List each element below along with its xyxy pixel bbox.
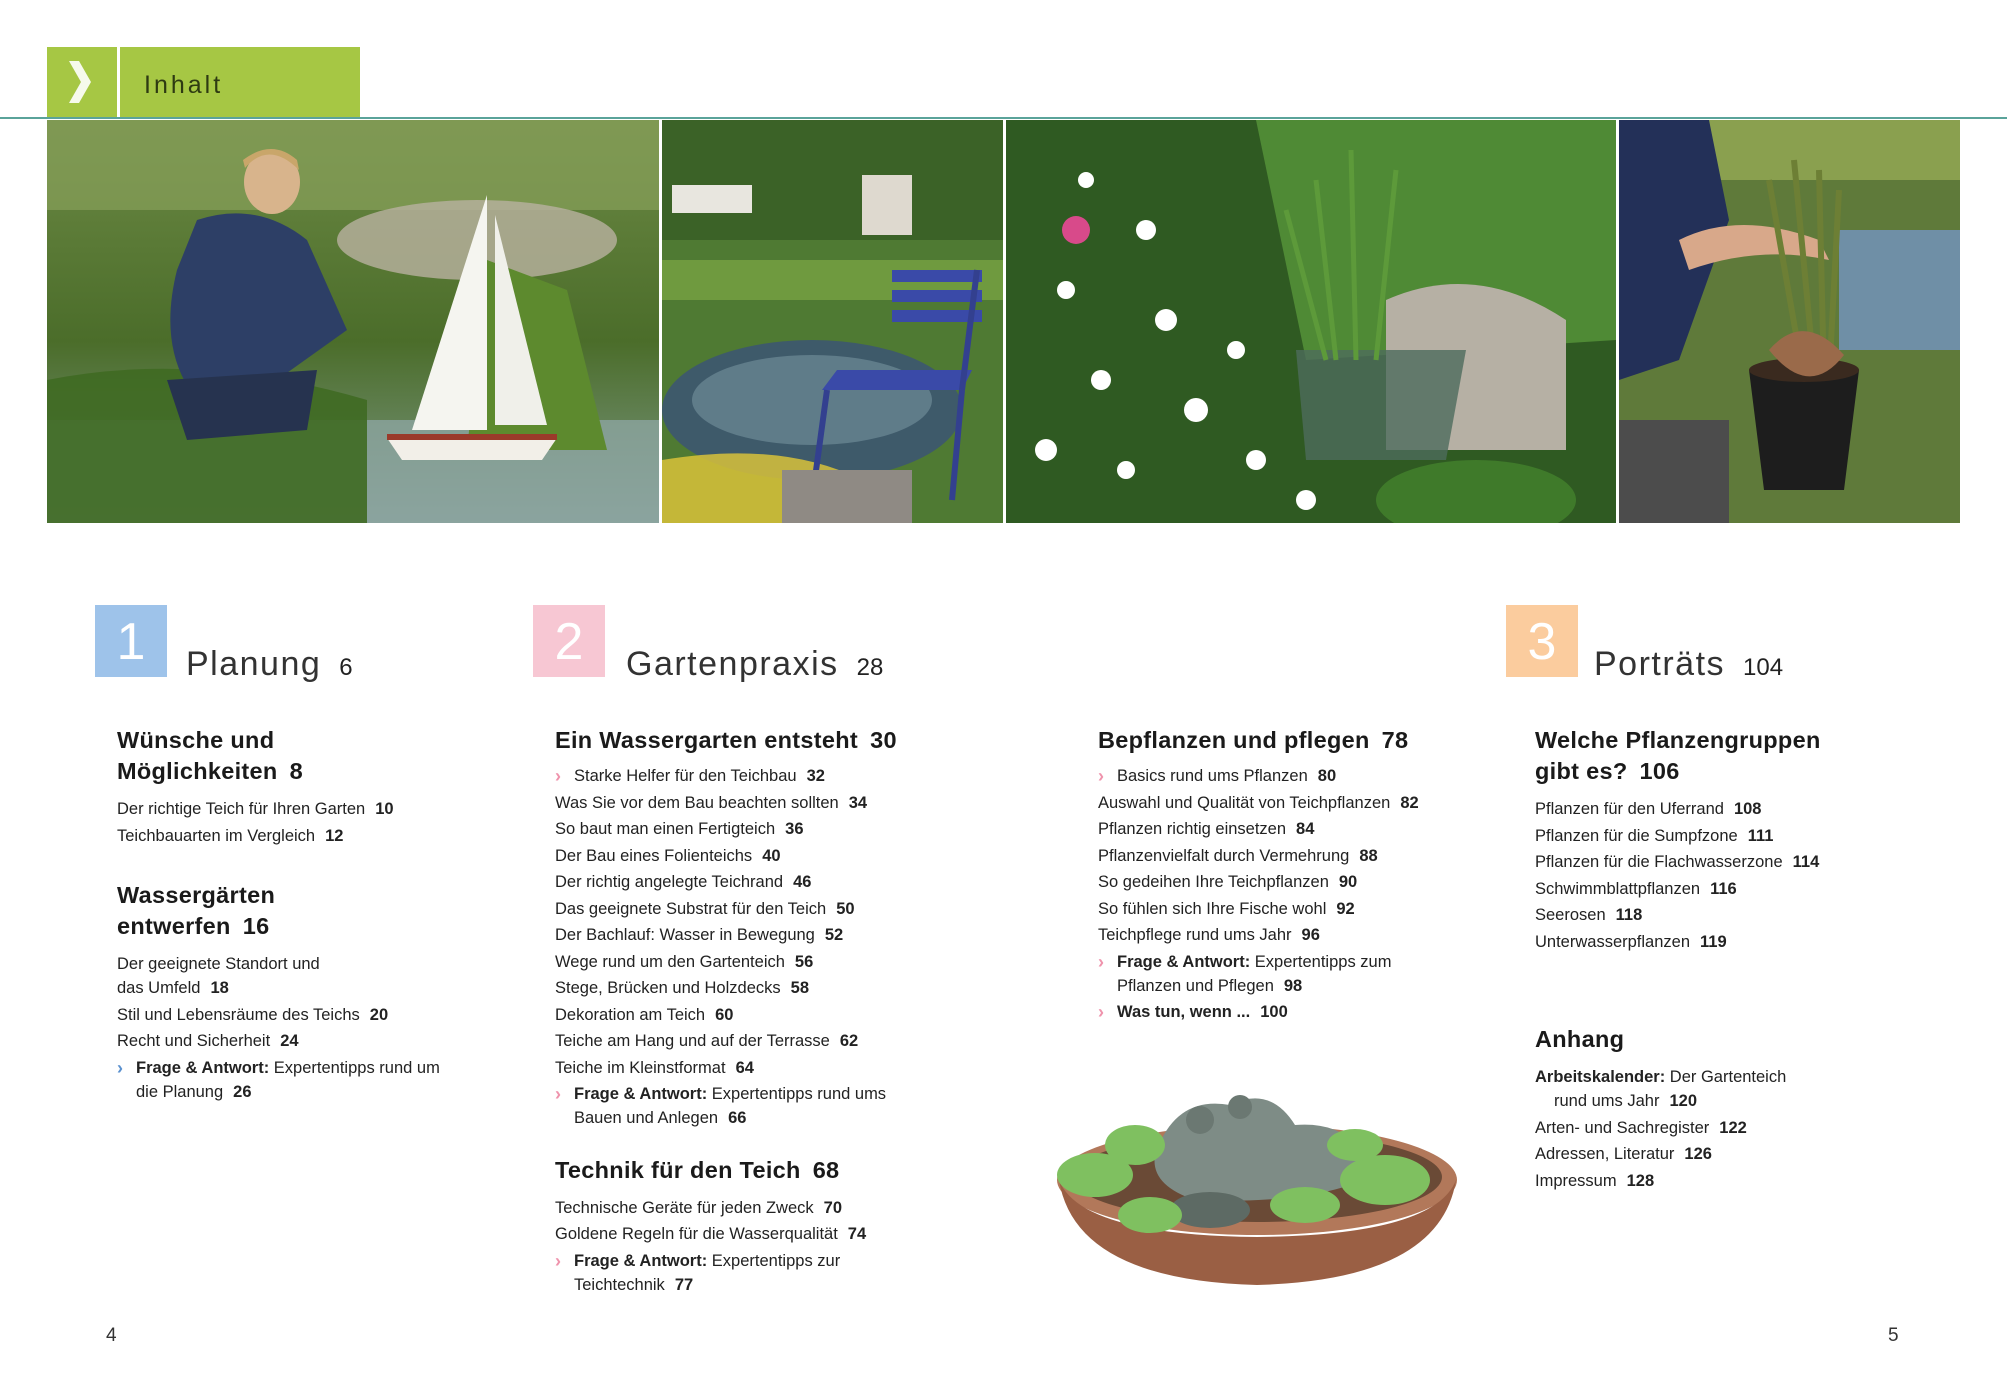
entry-page: 46 — [793, 873, 812, 891]
entry-page: 20 — [369, 1005, 389, 1024]
entry-page: 120 — [1669, 1092, 1697, 1110]
entry-page: 90 — [1338, 873, 1358, 891]
entry-text: So fühlen sich Ihre Fische wohl — [1098, 899, 1327, 918]
section-heading[interactable] — [1535, 1024, 1935, 1055]
entry-text: Expertentipps rund um — [269, 1058, 440, 1077]
toc-entry[interactable] — [1098, 897, 1498, 921]
toc-entry[interactable] — [117, 797, 537, 821]
section-heading[interactable] — [555, 725, 1015, 756]
section-page: 30 — [870, 727, 897, 753]
toc-entry-faq[interactable] — [555, 1249, 1015, 1297]
entry-page: 84 — [1296, 820, 1315, 838]
toc-entry[interactable] — [1098, 764, 1498, 788]
entry-page: 58 — [790, 979, 809, 997]
entry-page: 108 — [1733, 800, 1762, 818]
chevron-right-icon: › — [117, 1057, 123, 1078]
header-rule — [0, 117, 2007, 119]
entry-text: Bauen und Anlegen — [574, 1109, 719, 1127]
entry-text: Starke Helfer für den Teichbau — [574, 767, 797, 785]
entry-text: Technische Geräte für jeden Zweck — [555, 1198, 814, 1217]
entry-text: Stil und Lebensräume des Teichs — [117, 1005, 360, 1024]
toc-entry[interactable] — [555, 1222, 1015, 1246]
entry-page: 128 — [1626, 1171, 1655, 1190]
toc-column-gartenpraxis — [555, 725, 1015, 1299]
entry-bold: Frage & Antwort: — [136, 1058, 270, 1077]
heading-line: Anhang — [1535, 1026, 1625, 1052]
toc-entry[interactable] — [1098, 817, 1498, 841]
entry-page: 50 — [836, 899, 855, 918]
entry-page: 96 — [1301, 926, 1320, 944]
toc-entry[interactable] — [1535, 930, 1935, 954]
toc-entry[interactable] — [1535, 1142, 1935, 1166]
heading-line: entwerfen — [117, 913, 231, 939]
section-page: 8 — [289, 758, 303, 784]
chapter-page: 6 — [339, 654, 353, 681]
entry-bold: Was tun, wenn ... — [1117, 1003, 1251, 1021]
entry-text: Teichtechnik — [574, 1275, 665, 1294]
entry-page: 60 — [715, 1005, 734, 1024]
entry-text: Der richtige Teich für Ihren Garten — [117, 800, 366, 818]
chevron-right-icon: › — [1098, 766, 1104, 786]
entry-text: Expertentipps rund ums — [707, 1085, 887, 1103]
toc-column-bepflanzen — [1098, 725, 1498, 1027]
entry-text: Unterwasserpflanzen — [1535, 932, 1690, 951]
section-heading[interactable] — [1098, 725, 1498, 756]
entry-page: 88 — [1359, 846, 1378, 865]
chevron-right-icon — [47, 47, 115, 118]
entry-text: Stege, Brücken und Holzdecks — [555, 979, 781, 997]
page-title: Inhalt — [144, 71, 224, 99]
entry-page: 126 — [1684, 1145, 1712, 1163]
garden-pond-with-blue-chair-photo — [662, 120, 1003, 523]
toc-entry[interactable] — [1535, 1169, 1935, 1193]
entry-page: 24 — [280, 1032, 299, 1050]
entry-text: Basics rund ums Pflanzen — [1117, 767, 1308, 785]
entry-text: Auswahl und Qualität von Teichpflanzen — [1098, 793, 1391, 812]
entry-page: 119 — [1700, 932, 1727, 951]
entry-page: 64 — [735, 1058, 754, 1077]
section-page: 78 — [1381, 727, 1409, 753]
chapter-1-header — [95, 605, 395, 685]
toc-entry[interactable] — [117, 1029, 537, 1053]
entry-text: Teiche im Kleinstformat — [555, 1058, 726, 1077]
toc-entry[interactable] — [555, 1056, 1015, 1080]
entry-page: 111 — [1747, 826, 1774, 845]
chapter-3-header — [1506, 605, 1906, 685]
chapter-number: 2 — [533, 605, 605, 677]
entry-text: Expertentipps zum — [1250, 952, 1392, 971]
pond-bank-flowers-photo — [1006, 120, 1616, 523]
toc-entry[interactable] — [555, 870, 1015, 894]
entry-text: Der Gartenteich — [1665, 1068, 1787, 1086]
entry-page: 12 — [325, 826, 344, 845]
toc-entry[interactable] — [555, 976, 1015, 1000]
entry-page: 36 — [785, 820, 804, 838]
toc-entry[interactable] — [555, 1029, 1015, 1053]
entry-text: Pflanzen richtig einsetzen — [1098, 820, 1287, 838]
entry-page: 100 — [1260, 1003, 1288, 1021]
toc-entry[interactable] — [1535, 877, 1935, 901]
entry-text: Pflanzen und Pflegen — [1117, 976, 1274, 995]
entry-page: 32 — [806, 767, 825, 785]
section-heading[interactable] — [555, 1155, 1015, 1186]
entry-text: Der richtig angelegte Teichrand — [555, 873, 784, 891]
toc-entry[interactable] — [555, 764, 1015, 788]
toc-entry[interactable] — [1098, 870, 1498, 894]
chevron-right-icon: › — [1098, 1002, 1104, 1022]
entry-text: Teiche am Hang und auf der Terrasse — [555, 1032, 830, 1050]
entry-text: die Planung — [136, 1082, 224, 1101]
entry-text: Der geeignete Standort und — [117, 955, 320, 973]
entry-text: Pflanzen für die Flachwasserzone — [1535, 853, 1783, 871]
toc-entry[interactable] — [1535, 903, 1935, 927]
section-heading[interactable] — [1535, 725, 1935, 787]
toc-entry[interactable] — [1535, 1065, 1935, 1113]
toc-entry[interactable] — [555, 817, 1015, 841]
entry-page: 40 — [762, 846, 781, 865]
page-number-right: 5 — [1888, 1325, 1899, 1346]
heading-line: gibt es? — [1535, 758, 1628, 784]
heading-line: Wassergärten — [117, 882, 276, 908]
toc-column-planung — [117, 725, 537, 1106]
entry-page: 116 — [1710, 879, 1737, 898]
entry-text: rund ums Jahr — [1554, 1092, 1660, 1110]
entry-page: 52 — [824, 926, 844, 944]
entry-page: 70 — [823, 1198, 842, 1217]
section-tab — [47, 47, 360, 118]
entry-page: 118 — [1615, 906, 1643, 924]
toc-entry-faq[interactable] — [1098, 1000, 1498, 1024]
entry-page: 92 — [1336, 899, 1355, 918]
toc-entry[interactable] — [555, 844, 1015, 868]
chapter-2-header — [533, 605, 933, 685]
heading-line: Bepflanzen und pflegen — [1098, 727, 1370, 753]
heading-line: Wünsche und — [117, 727, 275, 753]
toc-entry[interactable] — [555, 923, 1015, 947]
entry-text: Impressum — [1535, 1171, 1617, 1190]
toc-entry-faq[interactable] — [555, 1082, 1015, 1130]
toc-entry[interactable] — [1098, 791, 1498, 815]
section-page: 16 — [242, 913, 270, 939]
toc-entry-faq[interactable] — [117, 1056, 537, 1104]
entry-page: 62 — [839, 1032, 859, 1050]
entry-page: 114 — [1792, 853, 1820, 871]
heading-line: Möglichkeiten — [117, 758, 278, 784]
entry-text: Das geeignete Substrat für den Teich — [555, 899, 827, 918]
entry-page: 98 — [1283, 976, 1303, 995]
chapter-title-text: Porträts — [1594, 645, 1726, 683]
entry-page: 34 — [848, 793, 868, 812]
entry-text: Dekoration am Teich — [555, 1005, 706, 1024]
tab-divider — [117, 47, 120, 118]
chevron-right-icon: › — [555, 766, 561, 786]
entry-text: Pflanzen für den Uferrand — [1535, 800, 1724, 818]
toc-entry[interactable] — [555, 950, 1015, 974]
entry-text: Arten- und Sachregister — [1535, 1118, 1710, 1137]
section-heading[interactable] — [117, 725, 537, 787]
heading-line: Technik für den Teich — [555, 1156, 801, 1183]
hands-planting-pot-photo — [1619, 120, 1960, 523]
toc-entry[interactable] — [1535, 1116, 1935, 1140]
toc-entry-faq[interactable] — [1098, 950, 1498, 998]
entry-text: Seerosen — [1535, 906, 1606, 924]
entry-page: 82 — [1400, 793, 1419, 812]
entry-text: Pflanzenvielfalt durch Vermehrung — [1098, 846, 1350, 865]
photo-strip — [47, 120, 1960, 523]
section-page: 68 — [812, 1156, 840, 1183]
entry-bold: Frage & Antwort: — [1117, 952, 1251, 971]
entry-text: So gedeihen Ihre Teichpflanzen — [1098, 873, 1329, 891]
toc-column-portraets — [1535, 725, 1935, 1195]
toc-entry[interactable] — [1098, 844, 1498, 868]
entry-text: Der Bachlauf: Wasser in Bewegung — [555, 926, 815, 944]
section-page: 106 — [1639, 758, 1680, 784]
section-heading[interactable] — [117, 880, 537, 942]
entry-text: Pflanzen für die Sumpfzone — [1535, 826, 1738, 845]
entry-text: Teichpflege rund ums Jahr — [1098, 926, 1292, 944]
heading-line: Ein Wassergarten entsteht — [555, 727, 859, 753]
toc-entry[interactable] — [555, 1196, 1015, 1220]
chapter-page: 28 — [856, 654, 884, 681]
entry-page: 74 — [847, 1225, 867, 1243]
entry-text: das Umfeld — [117, 979, 201, 997]
entry-text: Expertentipps zur — [707, 1251, 841, 1270]
toc-entry[interactable] — [555, 1003, 1015, 1027]
entry-page: 66 — [728, 1109, 747, 1127]
entry-text: Wege rund um den Gartenteich — [555, 952, 785, 971]
chapter-title — [1594, 645, 1783, 684]
entry-page: 18 — [210, 979, 229, 997]
entry-page: 122 — [1719, 1118, 1747, 1137]
chapter-page: 104 — [1743, 654, 1784, 681]
chapter-number: 1 — [95, 605, 167, 677]
chevron-right-icon: › — [555, 1250, 561, 1271]
entry-bold: Frage & Antwort: — [574, 1085, 708, 1103]
entry-text: Teichbauarten im Vergleich — [117, 826, 316, 845]
toc-entry[interactable] — [1535, 797, 1935, 821]
chapter-title — [626, 645, 883, 684]
entry-bold: Arbeitskalender: — [1535, 1068, 1666, 1086]
heading-line: Welche Pflanzengruppen — [1535, 727, 1821, 753]
entry-text: Was Sie vor dem Bau beachten sollten — [555, 793, 839, 812]
entry-text: Adressen, Literatur — [1535, 1145, 1675, 1163]
chapter-title — [186, 645, 353, 684]
toc-entry[interactable] — [1535, 850, 1935, 874]
chapter-number: 3 — [1506, 605, 1578, 677]
toc-entry[interactable] — [1535, 824, 1935, 848]
entry-page: 80 — [1317, 767, 1337, 785]
entry-text: Goldene Regeln für die Wasserqualität — [555, 1225, 838, 1243]
boy-with-toy-sailboat-photo — [47, 120, 659, 523]
entry-text: Recht und Sicherheit — [117, 1032, 271, 1050]
toc-entry[interactable] — [117, 952, 537, 1000]
frog-figure-in-planter-photo — [1055, 1085, 1460, 1295]
toc-entry[interactable] — [555, 897, 1015, 921]
toc-entry[interactable] — [117, 1003, 537, 1027]
entry-text: Schwimmblattpflanzen — [1535, 879, 1701, 898]
entry-bold: Frage & Antwort: — [574, 1251, 708, 1270]
entry-page: 56 — [794, 952, 814, 971]
toc-entry[interactable] — [555, 791, 1015, 815]
entry-page: 26 — [233, 1082, 252, 1101]
entry-page: 77 — [674, 1275, 694, 1294]
toc-entry[interactable] — [1098, 923, 1498, 947]
toc-entry[interactable] — [117, 824, 537, 848]
page-number-left: 4 — [106, 1325, 117, 1346]
entry-page: 10 — [375, 800, 394, 818]
chapter-title-text: Planung — [186, 645, 322, 683]
entry-text: Der Bau eines Folienteichs — [555, 846, 753, 865]
chevron-right-icon: › — [1098, 951, 1104, 972]
chevron-right-icon: › — [555, 1084, 561, 1104]
entry-text: So baut man einen Fertigteich — [555, 820, 776, 838]
chapter-title-text: Gartenpraxis — [626, 645, 839, 683]
